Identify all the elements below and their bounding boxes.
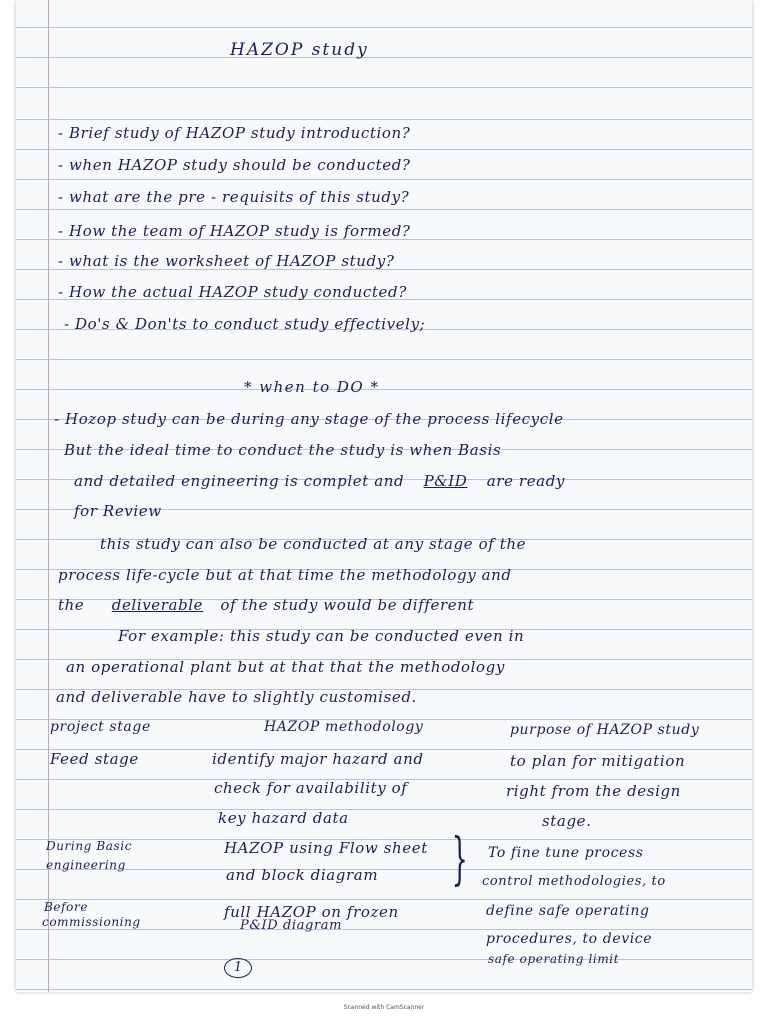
basic-methodology-1: HAZOP using Flow sheet: [224, 839, 428, 857]
feed-purpose-2: right from the design: [506, 782, 681, 800]
page-number: 1: [224, 958, 252, 978]
question-2: - when HAZOP study should be conducted?: [58, 156, 411, 174]
shared-purpose-2: control methodologies, to: [482, 874, 666, 889]
scanner-footer: Scanned with CamScanner: [343, 1004, 425, 1011]
commissioning-methodology-2: P&ID diagram: [240, 918, 343, 933]
paragraph1-line-3-end: are ready: [486, 472, 565, 490]
feed-methodology-3: key hazard data: [218, 809, 349, 827]
paragraph2-line-1: this study can also be conducted at any stage of the: [100, 535, 527, 553]
paragraph1-line-4: for Review: [74, 502, 162, 520]
shared-purpose-3: define safe operating: [486, 903, 650, 919]
question-5: - what is the worksheet of HAZOP study?: [58, 252, 395, 270]
shared-purpose-1: To fine tune process: [488, 845, 644, 861]
paragraph3-line-1: For example: this study can be conducted even in: [118, 627, 525, 645]
question-1: - Brief study of HAZOP study introduction?: [58, 124, 411, 142]
paragraph2-line-3: [58, 596, 474, 614]
table-header-methodology: HAZOP methodology: [264, 719, 424, 735]
question-3: - what are the pre - requisits of this study?: [58, 188, 410, 206]
table-header-purpose: purpose of HAZOP study: [510, 722, 700, 738]
feed-methodology-2: check for availability of: [214, 779, 408, 797]
table-header-stage: project stage: [50, 719, 151, 735]
shared-purpose-4: procedures, to device: [486, 931, 653, 947]
paragraph2-line-3-start: the: [58, 596, 85, 614]
paragraph2-line-2: process life-cycle but at that time the methodology and: [58, 566, 512, 584]
feed-stage-label: Feed stage: [50, 750, 139, 768]
pid-term: P&ID: [423, 472, 468, 490]
commissioning-stage-line-1: Before: [44, 900, 89, 914]
paragraph3-line-3: and deliverable have to slightly customised.: [56, 688, 417, 706]
shared-purpose-5: safe operating limit: [488, 952, 620, 966]
question-4: - How the team of HAZOP study is formed?: [58, 222, 411, 240]
commissioning-stage-line-2: commissioning: [42, 915, 141, 929]
basic-stage-line-2: engineering: [46, 858, 126, 872]
feed-purpose-3: stage.: [542, 812, 592, 830]
paragraph1-line-3-text: and detailed engineering is complet and: [74, 472, 405, 490]
paragraph1-line-1: - Hozop study can be during any stage of the process lifecycle: [54, 410, 564, 428]
feed-methodology-1: identify major hazard and: [212, 750, 424, 768]
paragraph1-line-3: [74, 472, 565, 490]
paragraph3-line-2: an operational plant but at that that the methodology: [66, 658, 505, 676]
page-title: HAZOP study: [230, 40, 369, 60]
question-7: - Do's & Don'ts to conduct study effectively;: [64, 315, 426, 333]
paragraph1-line-2: But the ideal time to conduct the study is when Basis: [64, 441, 502, 459]
notebook-page: [16, 0, 752, 992]
paragraph2-line-3-end: of the study would be different: [220, 596, 475, 614]
feed-purpose-1: to plan for mitigation: [510, 752, 686, 770]
basic-methodology-2: and block diagram: [226, 866, 379, 884]
deliverable-term: deliverable: [111, 596, 204, 614]
basic-stage-line-1: During Basic: [46, 839, 133, 853]
question-6: - How the actual HAZOP study conducted?: [58, 283, 407, 301]
brace-mark: }: [451, 827, 468, 892]
commissioning-methodology-1: full HAZOP on frozen: [224, 903, 399, 921]
section-heading: * when to DO *: [244, 378, 380, 396]
